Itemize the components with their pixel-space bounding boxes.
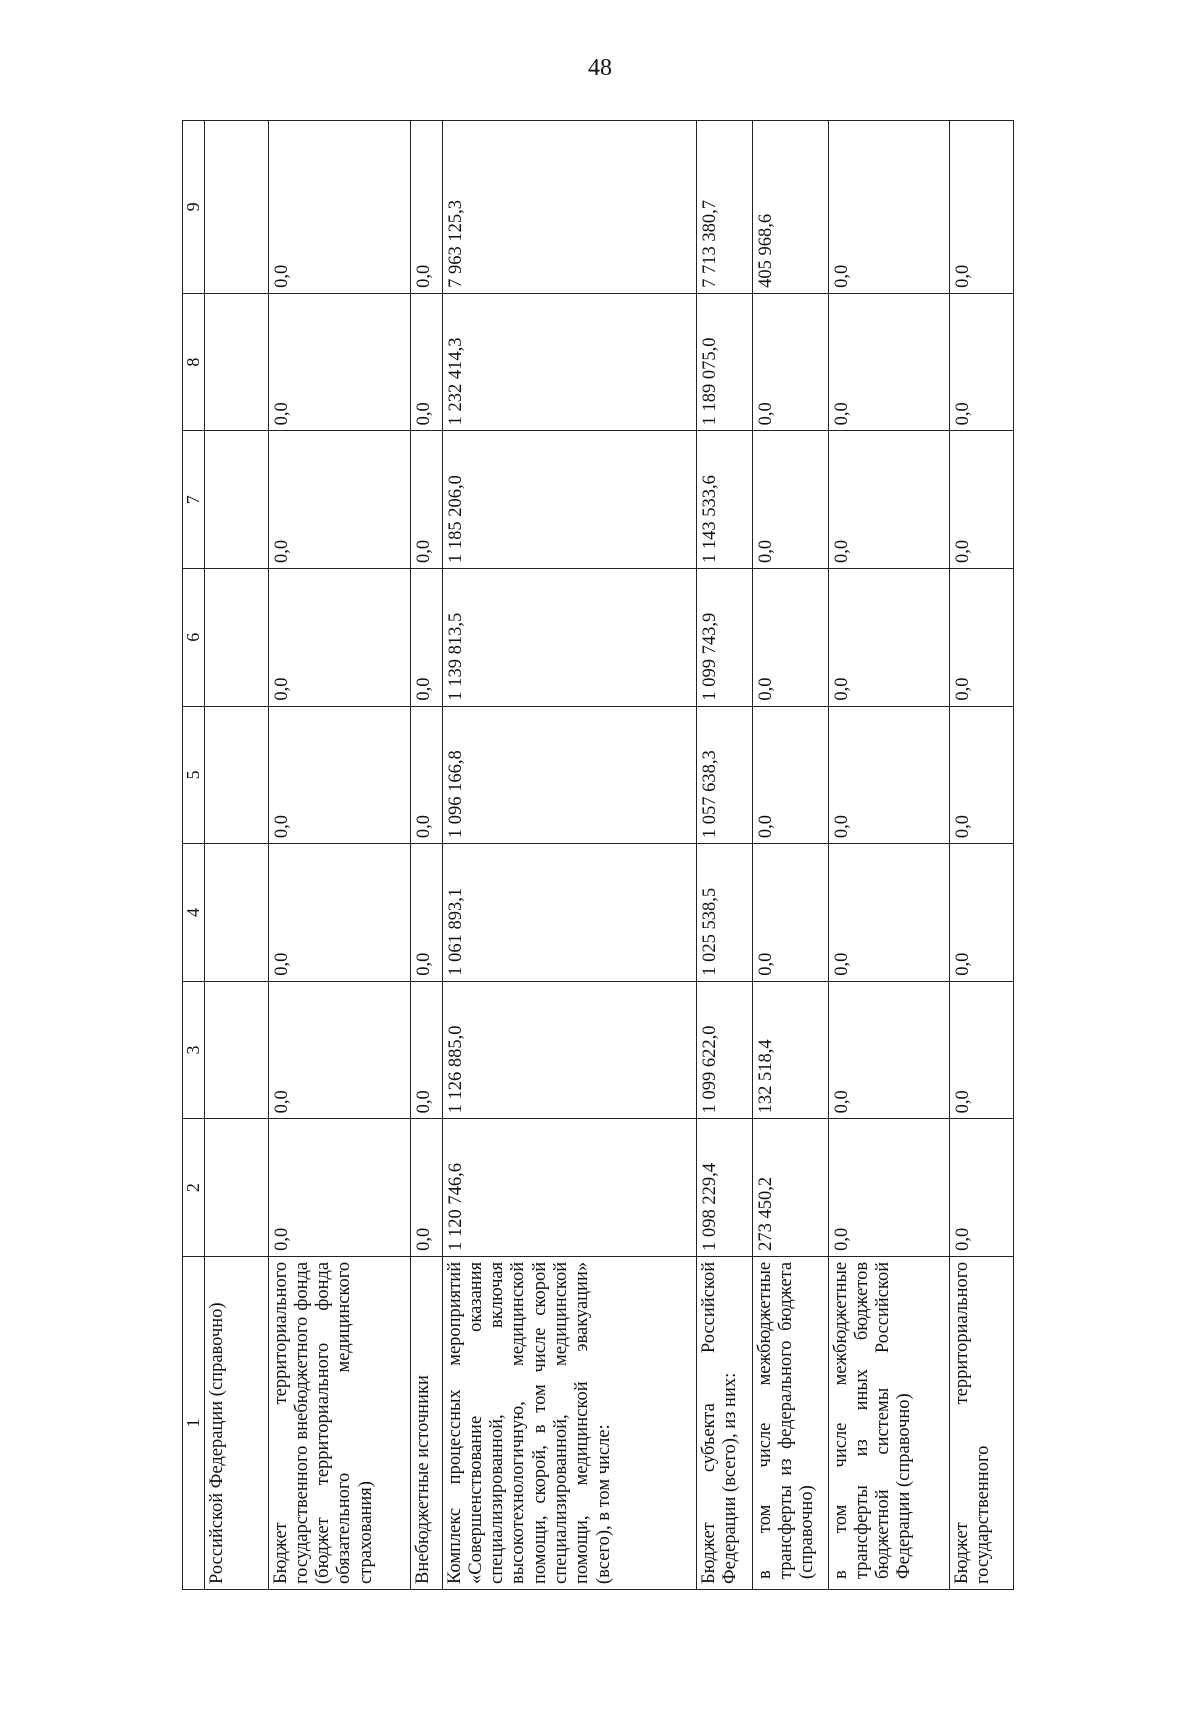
table-row: [268, 121, 410, 1590]
table-cell: 0,0: [828, 706, 949, 844]
table-cell: 0,0: [949, 706, 1013, 844]
table-cell: [204, 121, 268, 294]
table-cell: 0,0: [268, 431, 410, 569]
table-cell: 0,0: [828, 844, 949, 982]
table-cell: 273 450,2: [752, 1119, 828, 1257]
table-cell: [204, 431, 268, 569]
table-cell: [204, 1119, 268, 1257]
table-cell: 0,0: [949, 1119, 1013, 1257]
table-cell: 1 025 538,5: [696, 844, 752, 982]
row-label: в том числе межбюджетные трансферты из иных бюджетов бюджетной системы Российской Федерации (справочно): [828, 1256, 949, 1589]
table-cell: 7 713 380,7: [696, 121, 752, 294]
table-cell: 405 968,6: [752, 121, 828, 294]
column-header: 2: [183, 1119, 205, 1257]
table-cell: 0,0: [410, 431, 442, 569]
table-cell: [204, 706, 268, 844]
table-row: [410, 121, 442, 1590]
table-cell: 1 061 893,1: [442, 844, 696, 982]
table-cell: 0,0: [752, 844, 828, 982]
table-row: [752, 121, 828, 1590]
table-cell: 0,0: [410, 844, 442, 982]
table-cell: [204, 844, 268, 982]
table-cell: 0,0: [752, 706, 828, 844]
table-cell: 0,0: [828, 293, 949, 431]
rotated-table-frame: [182, 120, 1124, 1590]
table-cell: 0,0: [268, 1119, 410, 1257]
table-cell: 0,0: [752, 431, 828, 569]
table-cell: 0,0: [828, 431, 949, 569]
column-header: 1: [183, 1256, 205, 1589]
table-cell: 7 963 125,3: [442, 121, 696, 294]
table-cell: 1 099 622,0: [696, 981, 752, 1119]
row-label: Внебюджетные источники: [410, 1256, 442, 1589]
row-label: Российской Федерации (справочно): [204, 1256, 268, 1589]
table-cell: 0,0: [268, 844, 410, 982]
table-cell: 0,0: [268, 569, 410, 707]
table-cell: 0,0: [949, 431, 1013, 569]
table-cell: 1 098 229,4: [696, 1119, 752, 1257]
row-label: Бюджет территориального государственного внебюджетного фонда (бюджет территориального фонда обязательного медицинского страхования): [268, 1256, 410, 1589]
table-cell: 1 126 885,0: [442, 981, 696, 1119]
table-cell: 0,0: [752, 569, 828, 707]
table-row: [442, 121, 696, 1590]
table-cell: 1 099 743,9: [696, 569, 752, 707]
table-row: [949, 121, 1013, 1590]
table-cell: 1 189 075,0: [696, 293, 752, 431]
budget-table: [182, 120, 1014, 1590]
table-cell: [204, 293, 268, 431]
table-cell: 1 057 638,3: [696, 706, 752, 844]
column-header: 8: [183, 293, 205, 431]
table-cell: 0,0: [268, 981, 410, 1119]
table-cell: 0,0: [828, 121, 949, 294]
table-cell: 0,0: [268, 121, 410, 294]
column-header: 6: [183, 569, 205, 707]
table-cell: 0,0: [410, 706, 442, 844]
rotated-table-container: [182, 120, 1124, 1590]
table-cell: 0,0: [410, 981, 442, 1119]
table-cell: 1 232 414,3: [442, 293, 696, 431]
table-cell: 1 096 166,8: [442, 706, 696, 844]
table-row: [696, 121, 752, 1590]
table-row: [204, 121, 268, 1590]
table-cell: [204, 569, 268, 707]
column-header: 9: [183, 121, 205, 294]
table-cell: 1 143 533,6: [696, 431, 752, 569]
table-cell: 0,0: [949, 981, 1013, 1119]
table-cell: 0,0: [410, 293, 442, 431]
table-header-row: [183, 121, 205, 1590]
table-cell: 0,0: [949, 569, 1013, 707]
page-number: 48: [588, 55, 612, 81]
table-cell: 132 518,4: [752, 981, 828, 1119]
table-cell: 0,0: [949, 844, 1013, 982]
column-header: 4: [183, 844, 205, 982]
row-label: в том числе межбюджетные трансферты из федерального бюджета (справочно): [752, 1256, 828, 1589]
table-row: [828, 121, 949, 1590]
table-cell: 0,0: [410, 121, 442, 294]
table-cell: [204, 981, 268, 1119]
column-header: 3: [183, 981, 205, 1119]
row-label: Бюджет территориального государственного: [949, 1256, 1013, 1589]
table-cell: 0,0: [949, 121, 1013, 294]
table-cell: 0,0: [828, 1119, 949, 1257]
table-cell: 0,0: [410, 569, 442, 707]
table-cell: 0,0: [410, 1119, 442, 1257]
table-cell: 0,0: [828, 569, 949, 707]
table-cell: 0,0: [268, 293, 410, 431]
table-cell: 0,0: [752, 293, 828, 431]
table-cell: 1 120 746,6: [442, 1119, 696, 1257]
table-cell: 0,0: [268, 706, 410, 844]
table-cell: 1 139 813,5: [442, 569, 696, 707]
row-label: Бюджет субъекта Российской Федерации (всего), из них:: [696, 1256, 752, 1589]
column-header: 7: [183, 431, 205, 569]
row-label: Комплекс процессных мероприятий «Совершенствование оказания специализированной, включая высокотехнологичную, медицинской помощи, скорой, в том числе скорой специализированной, медицинской помощи, медицинской эвакуации» (всего), в том числе:: [442, 1256, 696, 1589]
table-cell: 1 185 206,0: [442, 431, 696, 569]
table-cell: 0,0: [828, 981, 949, 1119]
table-cell: 0,0: [949, 293, 1013, 431]
column-header: 5: [183, 706, 205, 844]
